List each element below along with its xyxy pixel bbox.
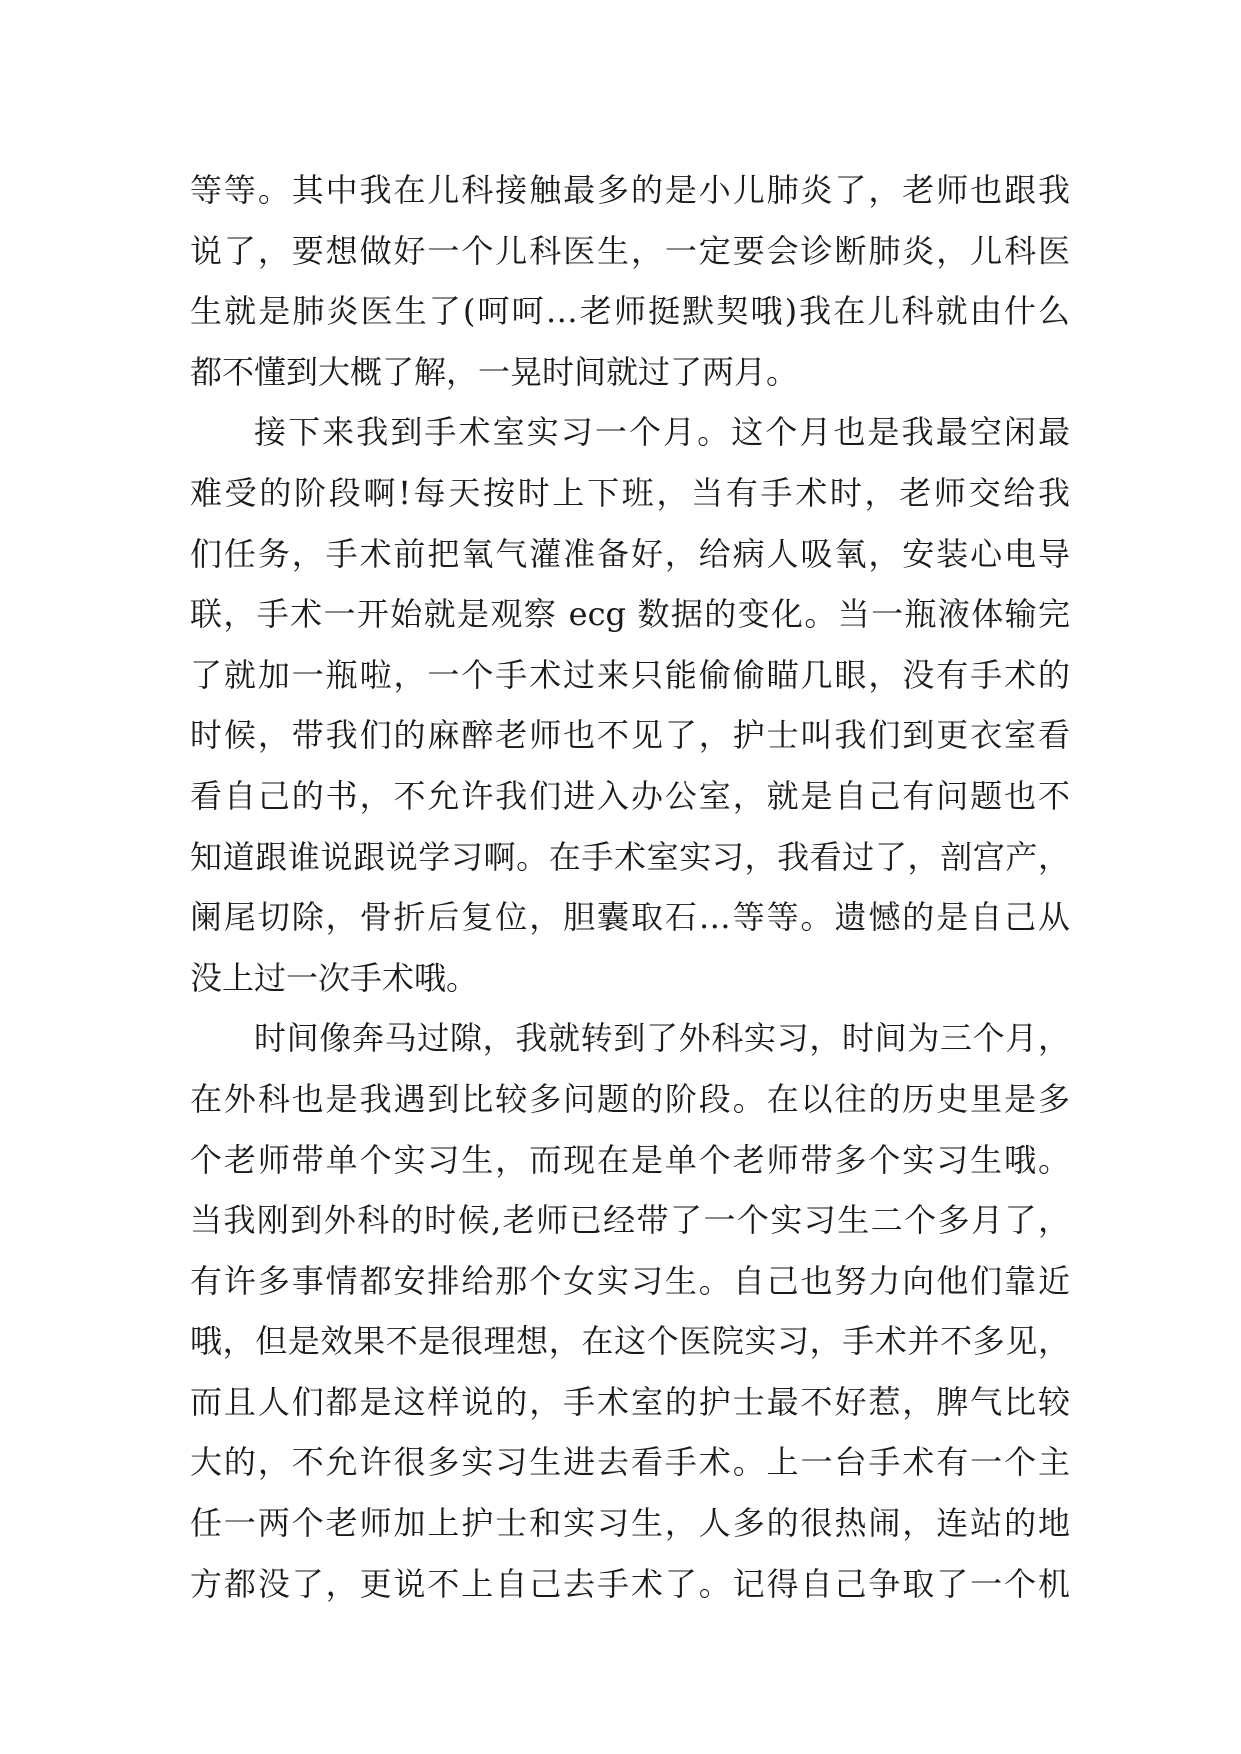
text-line: 等等。其中我在儿科接触最多的是小儿肺炎了，老师也跟我 — [190, 171, 1070, 209]
text-line: 当我刚到外科的时候,老师已经带了一个实习生二个多月了， — [190, 1201, 1070, 1240]
text-line: 联，手术一开始就是观察 ecg 数据的变化。当一瓶液体输完 — [190, 595, 1070, 634]
text-line: 说了，要想做好一个儿科医生，一定要会诊断肺炎，儿科医 — [190, 231, 1070, 270]
text-line-paragraph-end: 都不懂到大概了解，一晃时间就过了两月。 — [190, 352, 799, 391]
text-line: 有许多事情都安排给那个女实习生。自己也努力向他们靠近 — [190, 1261, 1070, 1300]
text-line-paragraph-end: 没上过一次手术哦。 — [190, 958, 479, 997]
text-line: 个老师带单个实习生，而现在是单个老师带多个实习生哦。 — [190, 1140, 1070, 1179]
text-line: 任一两个老师加上护士和实习生，人多的很热闹，连站的地 — [190, 1504, 1070, 1543]
text-line: 难受的阶段啊!每天按时上下班，当有手术时，老师交给我 — [190, 473, 1070, 512]
body-text — [190, 160, 1070, 1614]
text-line: 生就是肺炎医生了(呵呵…老师挺默契哦)我在儿科就由什么 — [190, 292, 1070, 331]
text-line: 哦，但是效果不是很理想，在这个医院实习，手术并不多见， — [190, 1322, 1070, 1361]
text-line: 大的，不允许很多实习生进去看手术。上一台手术有一个主 — [190, 1443, 1070, 1482]
text-line-paragraph-start: 接下来我到手术室实习一个月。这个月也是我最空闲最 — [254, 413, 1070, 452]
text-line: 而且人们都是这样说的，手术室的护士最不好惹，脾气比较 — [190, 1382, 1070, 1421]
text-line: 看自己的书，不允许我们进入办公室，就是自己有问题也不 — [190, 776, 1070, 815]
text-line: 知道跟谁说跟说学习啊。在手术室实习，我看过了，剖宫产， — [190, 837, 1070, 876]
text-line: 在外科也是我遇到比较多问题的阶段。在以往的历史里是多 — [190, 1079, 1070, 1118]
text-line: 了就加一瓶啦，一个手术过来只能偷偷瞄几眼，没有手术的 — [190, 655, 1070, 694]
text-line-paragraph-start: 时间像奔马过隙，我就转到了外科实习，时间为三个月， — [254, 1019, 1070, 1058]
text-line: 阑尾切除，骨折后复位，胆囊取石…等等。遗憾的是自己从 — [190, 898, 1070, 937]
text-line: 们任务，手术前把氧气灌准备好，给病人吸氧，安装心电导 — [190, 534, 1070, 573]
text-line: 时候，带我们的麻醉老师也不见了，护士叫我们到更衣室看 — [190, 716, 1070, 755]
text-line: 方都没了，更说不上自己去手术了。记得自己争取了一个机 — [190, 1564, 1070, 1603]
